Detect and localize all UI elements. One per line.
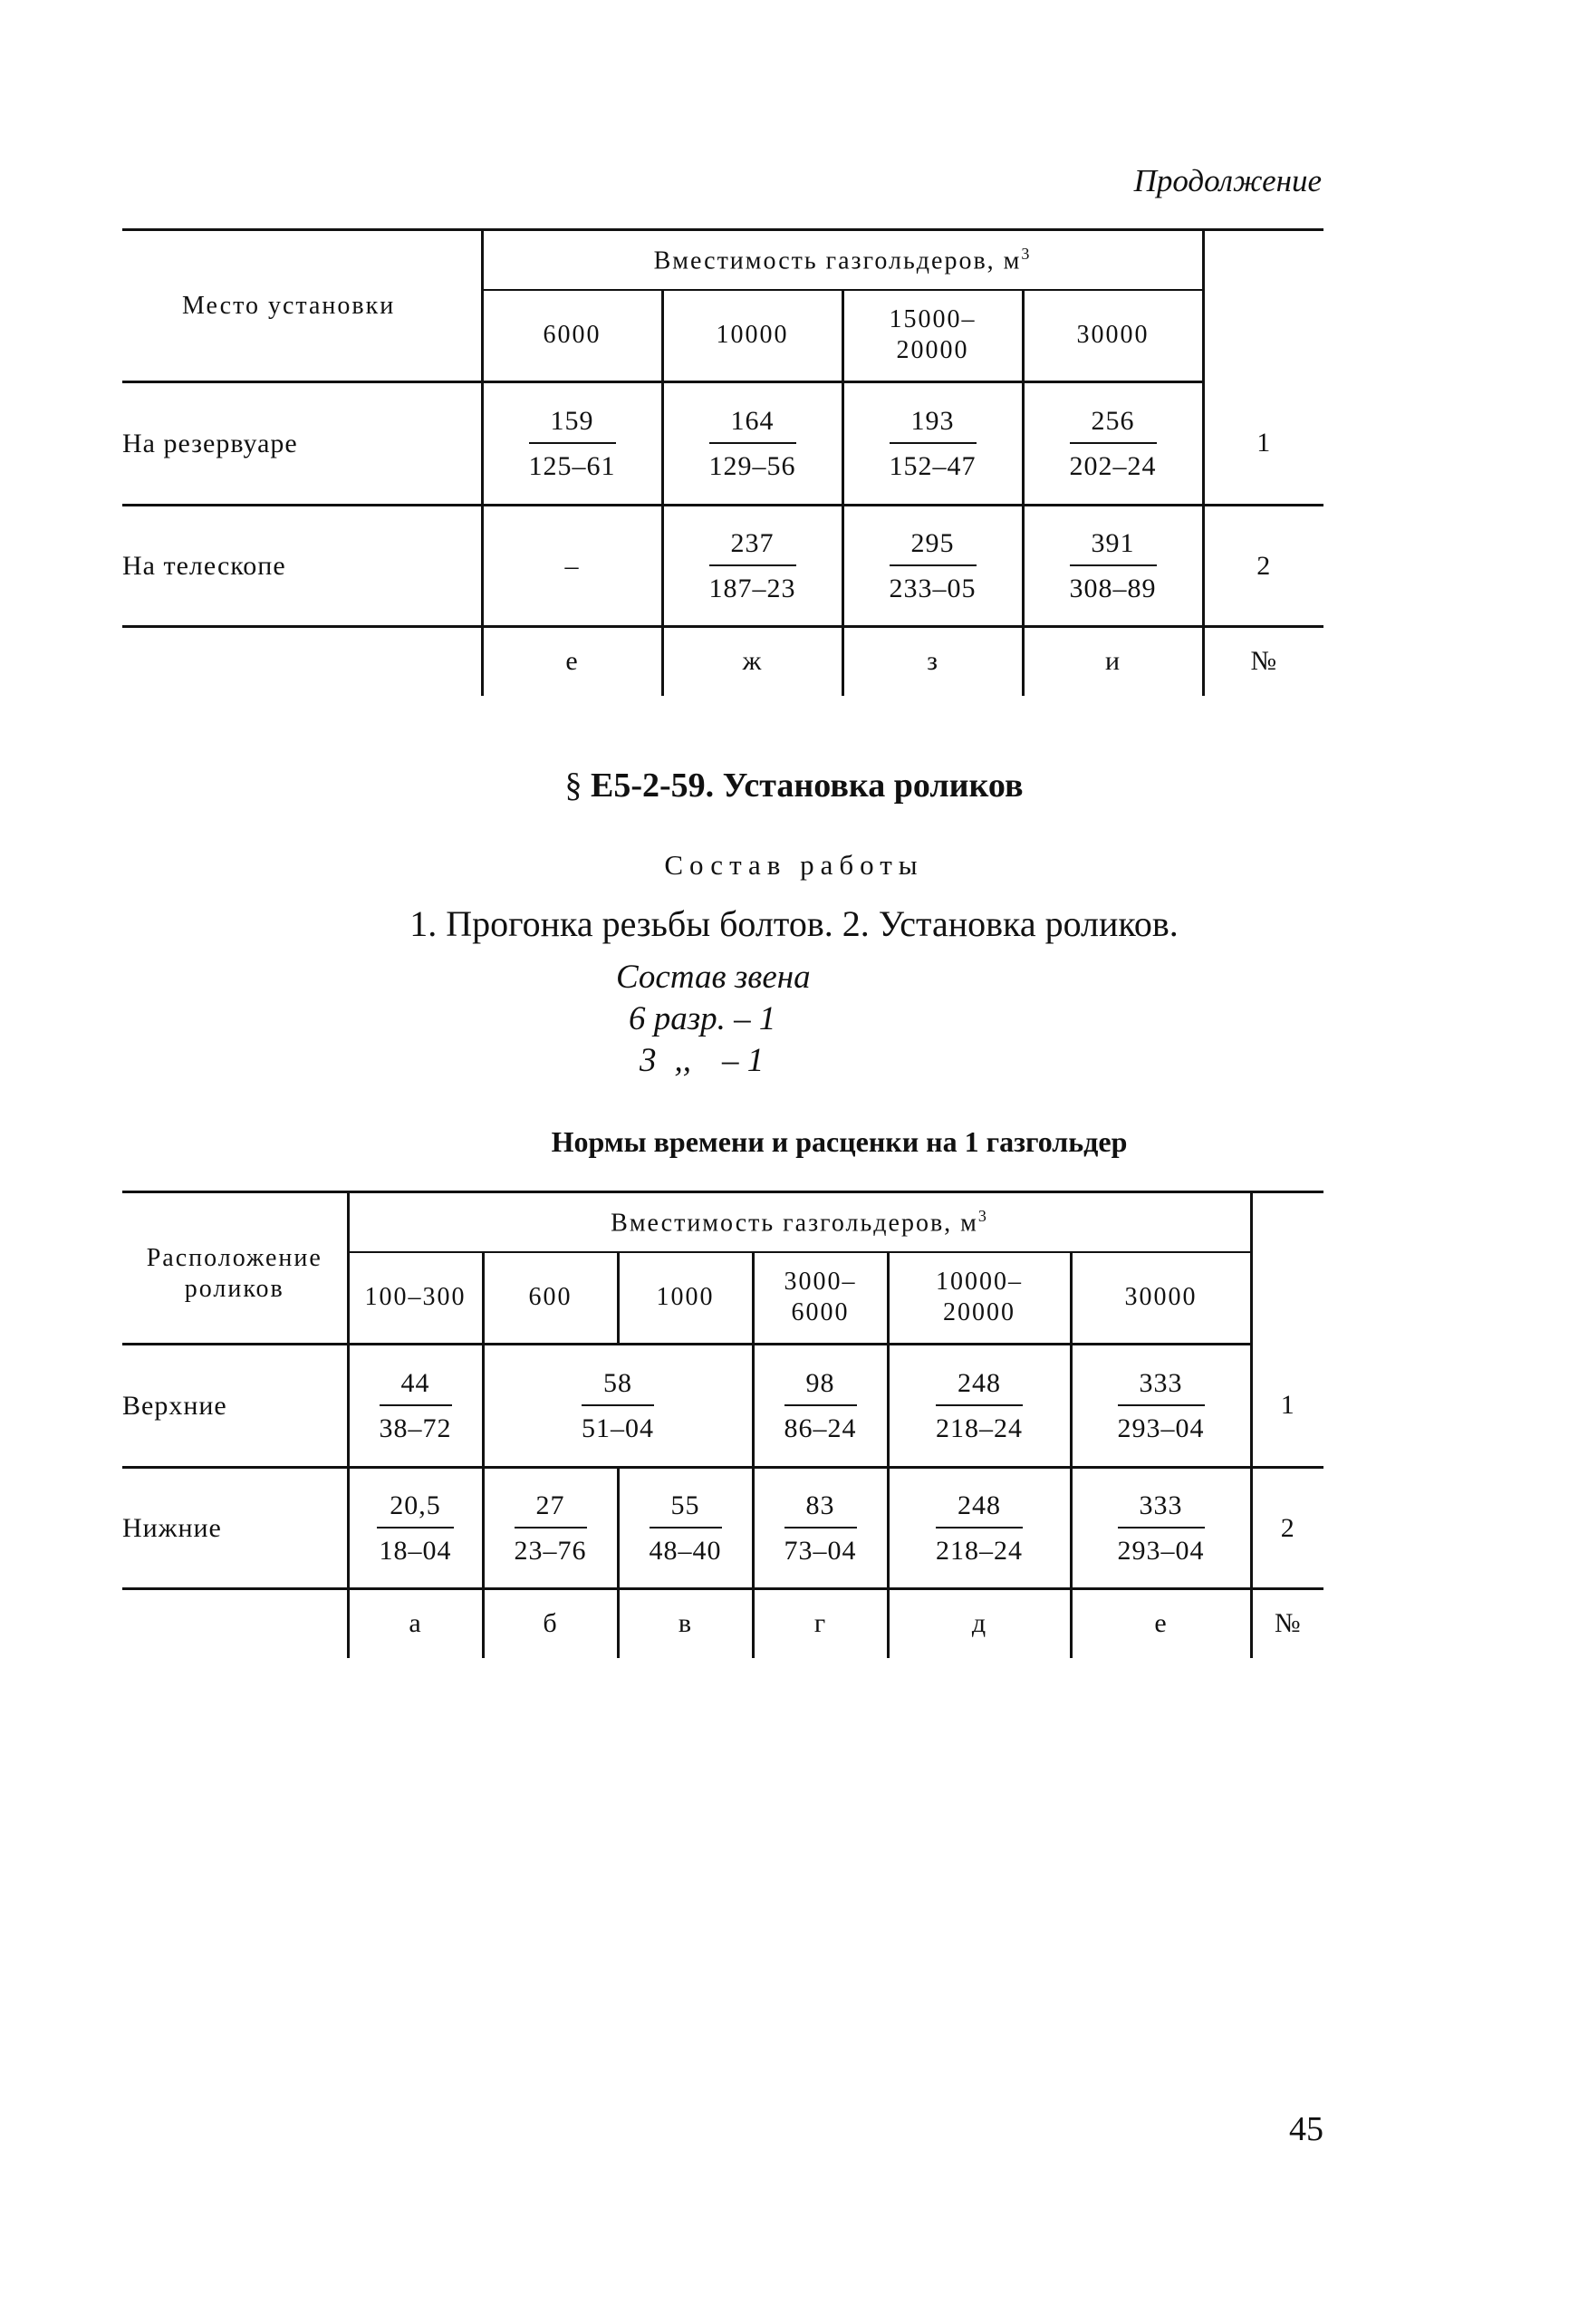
table-row — [122, 1345, 1323, 1468]
row-number: 1 — [1203, 382, 1323, 506]
table-roller-installation — [122, 1191, 1323, 1658]
column-letter: з — [842, 627, 1023, 696]
rate-cell: $\frac{333}{293-04}$ — [1071, 1345, 1251, 1468]
rate-cell: $\frac{44}{38-72}$ — [348, 1345, 483, 1468]
rate-cell: $\frac{256}{202-24}$ — [1023, 382, 1203, 506]
group-header: Вместимость газгольдеров, $м^3$ — [348, 1192, 1251, 1252]
rate-cell: $\frac{20,5}{18-04}$ — [348, 1468, 483, 1589]
number-label: № — [1251, 1589, 1323, 1658]
rate-cell: $\frac{27}{23-76}$ — [483, 1468, 618, 1589]
section-title: § Е5-2-59. Установка роликов — [564, 767, 1024, 805]
col-header: 10000– 20000 — [888, 1252, 1071, 1345]
continued-label: Продолжение — [1133, 163, 1322, 198]
row-number: 2 — [1203, 506, 1323, 627]
row-number: 2 — [1251, 1468, 1323, 1589]
rate-cell: $\frac{83}{73-04}$ — [753, 1468, 888, 1589]
letter-spacer — [122, 1589, 348, 1658]
col-header: 15000– 20000 — [842, 290, 1023, 382]
crew-line: 6 разр. – 1 — [629, 1000, 776, 1037]
col-header: 6000 — [482, 290, 662, 382]
rate-cell: $\frac{248}{218-24}$ — [888, 1345, 1071, 1468]
header-spacer — [1251, 1192, 1323, 1345]
letter-row — [122, 1589, 1323, 1658]
dash-cell: – — [482, 506, 662, 627]
col-header: 3000– 6000 — [753, 1252, 888, 1345]
column-letter: е — [482, 627, 662, 696]
rate-cell: $\frac{237}{187-23}$ — [662, 506, 842, 627]
row-label: Верхние — [122, 1345, 348, 1468]
rate-cell: $\frac{295}{233-05}$ — [842, 506, 1023, 627]
letter-row — [122, 627, 1323, 696]
column-letter: е — [1071, 1589, 1251, 1658]
column-letter: д — [888, 1589, 1071, 1658]
column-letter: в — [618, 1589, 753, 1658]
group-header: Вместимость газгольдеров, $м^3$ — [482, 230, 1203, 290]
rate-cell: $\frac{333}{293-04}$ — [1071, 1468, 1251, 1589]
page-number: 45 — [1289, 2110, 1323, 2148]
crew-line: 3 ,, – 1 — [640, 1042, 765, 1079]
rate-cell: $\frac{164}{129-56}$ — [662, 382, 842, 506]
crew-composition — [616, 957, 888, 1082]
col-header: 1000 — [618, 1252, 753, 1345]
work-composition-heading: Состав работы — [664, 849, 924, 881]
col-header: 600 — [483, 1252, 618, 1345]
rate-cell: $\frac{193}{152-47}$ — [842, 382, 1023, 506]
column-letter: а — [348, 1589, 483, 1658]
column-letter: г — [753, 1589, 888, 1658]
table-row — [122, 506, 1323, 627]
letter-spacer — [122, 627, 482, 696]
column-letter: б — [483, 1589, 618, 1658]
col-header: 30000 — [1071, 1252, 1251, 1345]
rate-cell: $\frac{248}{218-24}$ — [888, 1468, 1071, 1589]
row-label: На телескопе — [122, 506, 482, 627]
norms-title: Нормы времени и расценки на 1 газгольдер — [551, 1125, 1128, 1158]
col-header: 100–300 — [348, 1252, 483, 1345]
number-label: № — [1203, 627, 1323, 696]
crew-title: Состав звена — [616, 959, 811, 996]
table-gasholder-installation — [122, 228, 1323, 696]
rate-cell: $\frac{58}{51-04}$ — [483, 1345, 753, 1468]
row-number: 1 — [1251, 1345, 1323, 1468]
row-label: Нижние — [122, 1468, 348, 1589]
rate-cell: $\frac{391}{308-89}$ — [1023, 506, 1203, 627]
col-header: 10000 — [662, 290, 842, 382]
header-spacer — [1203, 230, 1323, 382]
table-row — [122, 1468, 1323, 1589]
row-header: Место установки — [122, 230, 482, 382]
rate-cell: $\frac{55}{48-40}$ — [618, 1468, 753, 1589]
row-header: Расположение роликов — [122, 1192, 348, 1345]
row-label: На резервуаре — [122, 382, 482, 506]
table-row — [122, 382, 1323, 506]
rate-cell: $\frac{159}{125-61}$ — [482, 382, 662, 506]
rate-cell: $\frac{98}{86-24}$ — [753, 1345, 888, 1468]
column-letter: и — [1023, 627, 1203, 696]
col-header: 30000 — [1023, 290, 1203, 382]
work-composition-text: 1. Прогонка резьбы болтов. 2. Установка роликов. — [409, 903, 1179, 944]
column-letter: ж — [662, 627, 842, 696]
